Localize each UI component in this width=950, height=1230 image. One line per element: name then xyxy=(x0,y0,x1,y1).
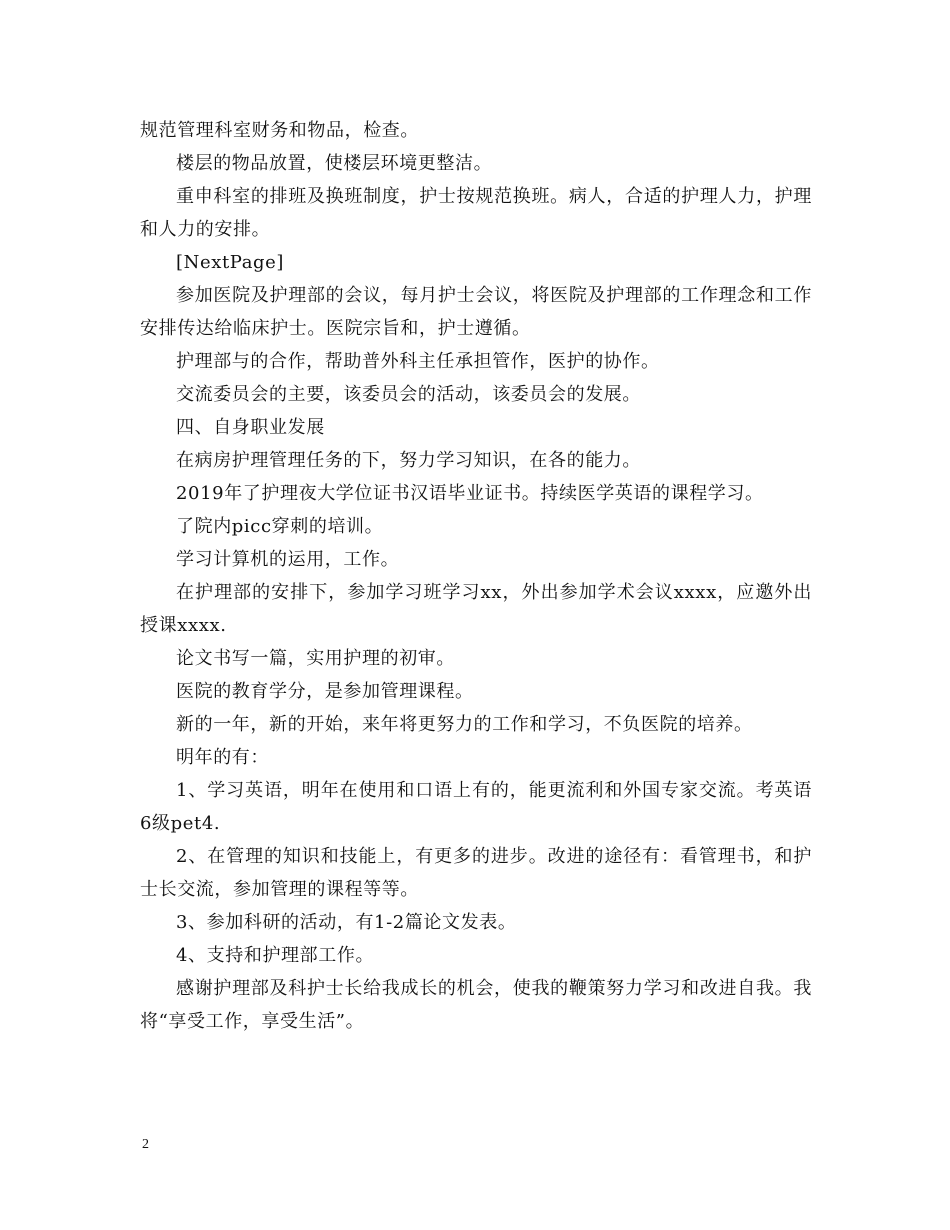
paragraph-14: 论文书写一篇，实用护理的初审。 xyxy=(176,648,455,669)
list-item-2: 2、在管理的知识和技能上，有更多的进步。改进的途径有：看管理书，和护士长交流，参加管理的课程等等。 xyxy=(140,846,812,900)
paragraph-15: 医院的教育学分，是参加管理课程。 xyxy=(176,681,474,702)
paragraph-1: 规范管理科室财务和物品，检查。 xyxy=(140,120,419,141)
section-heading: 四、自身职业发展 xyxy=(176,417,325,438)
paragraph-13: 在护理部的安排下，参加学习班学习xx，外出参加学术会议xxxx，应邀外出授课xxxx. xyxy=(140,582,812,636)
closing-paragraph: 感谢护理部及科护士长给我成长的机会，使我的鞭策努力学习和改进自我。我将“享受工作，享受生活”。 xyxy=(140,978,812,1032)
paragraph-16: 新的一年，新的开始，来年将更努力的工作和学习，不负医院的培养。 xyxy=(176,714,753,735)
page-number: 2 xyxy=(142,1137,149,1152)
paragraph-7: 交流委员会的主要，该委员会的活动，该委员会的发展。 xyxy=(176,384,641,405)
paragraph-6: 护理部与的合作，帮助普外科主任承担管作，医护的协作。 xyxy=(176,351,660,372)
list-item-3: 3、参加科研的活动，有1-2篇论文发表。 xyxy=(176,912,517,933)
paragraph-17: 明年的有： xyxy=(176,747,269,768)
paragraph-3: 重申科室的排班及换班制度，护士按规范换班。病人，合适的护理人力，护理和人力的安排。 xyxy=(140,186,812,240)
paragraph-4: [NextPage] xyxy=(176,252,285,273)
paragraph-9: 在病房护理管理任务的下，努力学习知识，在各的能力。 xyxy=(176,450,641,471)
paragraph-5: 参加医院及护理部的会议，每月护士会议，将医院及护理部的工作理念和工作安排传达给临床护士。医院宗旨和，护士遵循。 xyxy=(140,285,812,339)
paragraph-10: 2019年了护理夜大学位证书汉语毕业证书。持续医学英语的课程学习。 xyxy=(176,483,764,504)
list-item-1: 1、学习英语，明年在使用和口语上有的，能更流利和外国专家交流。考英语6级pet4. xyxy=(140,780,812,834)
paragraph-11: 了院内picc穿刺的培训。 xyxy=(176,516,384,537)
list-item-4: 4、支持和护理部工作。 xyxy=(176,945,375,966)
paragraph-12: 学习计算机的运用，工作。 xyxy=(176,549,400,570)
document-body xyxy=(140,114,812,1038)
paragraph-2: 楼层的物品放置，使楼层环境更整洁。 xyxy=(176,153,493,174)
